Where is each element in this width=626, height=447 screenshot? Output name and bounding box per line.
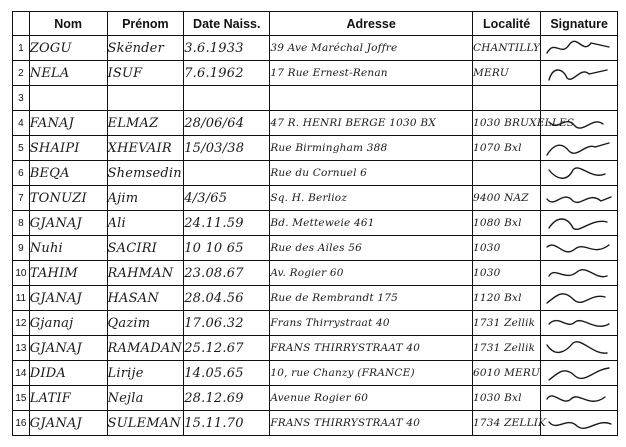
cell-localite: 1734 ZELLIK [473,411,541,436]
cell-localite: 9400 NAZ [473,186,541,211]
handwritten-signature [543,387,615,409]
cell-localite: 1030 [473,261,541,286]
cell-date: 28/06/64 [184,111,270,136]
handwritten-signature [543,137,615,159]
handwritten-signature [543,112,615,134]
cell-prenom: XHEVAIR [107,136,184,161]
cell-nom: Nuhi [29,236,107,261]
cell-signature [541,361,618,386]
cell-date: 14.05.65 [184,361,270,386]
cell-date: 28.04.56 [184,286,270,311]
cell-adresse: Rue Birmingham 388 [270,136,473,161]
cell-prenom: SACIRI [107,236,184,261]
table-row [13,36,618,61]
handwritten-signature [543,212,615,234]
cell-nom: TAHIM [29,261,107,286]
cell-signature [541,186,618,211]
cell-signature [541,111,618,136]
row-number: 9 [13,236,30,261]
table-row [13,336,618,361]
table-row [13,161,618,186]
table-row [13,186,618,211]
row-number: 4 [13,111,30,136]
cell-nom: NELA [29,61,107,86]
cell-adresse: Sq. H. Berlioz [270,186,473,211]
cell-prenom: HASAN [107,286,184,311]
cell-prenom: Skënder [107,36,184,61]
cell-signature [541,286,618,311]
cell-signature [541,86,618,111]
cell-date: 15/03/38 [184,136,270,161]
table-row [13,211,618,236]
handwritten-signature [543,37,615,59]
cell-localite: 1030 Bxl [473,386,541,411]
row-number: 6 [13,161,30,186]
cell-date: 3.6.1933 [184,36,270,61]
cell-signature [541,261,618,286]
cell-nom: TONUZI [29,186,107,211]
table-row [13,111,618,136]
cell-localite: 1080 Bxl [473,211,541,236]
table-row [13,411,618,436]
cell-nom: LATIF [29,386,107,411]
cell-localite: 6010 MERU [473,361,541,386]
cell-adresse: 17 Rue Ernest-Renan [270,61,473,86]
cell-adresse: Frans Thirrystraat 40 [270,311,473,336]
row-number: 2 [13,61,30,86]
handwritten-signature [543,187,615,209]
cell-nom: GJANAJ [29,211,107,236]
handwritten-signature [543,162,615,184]
cell-date: 24.11.59 [184,211,270,236]
cell-adresse: 10, rue Chanzy (FRANCE) [270,361,473,386]
cell-nom: GJANAJ [29,336,107,361]
cell-nom: SHAIPI [29,136,107,161]
handwritten-signature [543,237,615,259]
cell-signature [541,311,618,336]
cell-prenom: RAHMAN [107,261,184,286]
cell-prenom: Ali [107,211,184,236]
cell-adresse: Rue de Rembrandt 175 [270,286,473,311]
cell-adresse: Rue des Ailes 56 [270,236,473,261]
cell-adresse: FRANS THIRRYSTRAAT 40 [270,411,473,436]
cell-signature [541,61,618,86]
cell-date: 10 10 65 [184,236,270,261]
cell-prenom: RAMADAN [107,336,184,361]
cell-signature [541,336,618,361]
column-header-number [13,12,30,36]
row-number: 1 [13,36,30,61]
cell-signature [541,211,618,236]
cell-nom: ZOGU [29,36,107,61]
cell-localite [473,161,541,186]
table-row [13,286,618,311]
cell-prenom: Nejla [107,386,184,411]
row-number: 8 [13,211,30,236]
row-number: 16 [13,411,30,436]
cell-date: 7.6.1962 [184,61,270,86]
cell-adresse: 47 R. HENRI BERGE 1030 BX [270,111,473,136]
cell-nom [29,86,107,111]
table-row [13,236,618,261]
cell-signature [541,386,618,411]
cell-date [184,161,270,186]
cell-signature [541,36,618,61]
row-number: 10 [13,261,30,286]
row-number: 13 [13,336,30,361]
cell-adresse: Rue du Cornuel 6 [270,161,473,186]
cell-prenom: ISUF [107,61,184,86]
column-header-adresse: Adresse [270,12,473,36]
row-number: 5 [13,136,30,161]
row-number: 3 [13,86,30,111]
cell-signature [541,236,618,261]
column-header-prenom: Prénom [107,12,184,36]
cell-date [184,86,270,111]
cell-prenom: SULEMAN [107,411,184,436]
cell-adresse: Bd. Metteweie 461 [270,211,473,236]
cell-date: 23.08.67 [184,261,270,286]
column-header-nom: Nom [29,12,107,36]
cell-signature [541,411,618,436]
cell-nom: DIDA [29,361,107,386]
cell-localite: MERU [473,61,541,86]
cell-prenom: Lirije [107,361,184,386]
cell-date: 4/3/65 [184,186,270,211]
handwritten-signature [543,362,615,384]
cell-prenom [107,86,184,111]
cell-adresse: 39 Ave Maréchal Joffre [270,36,473,61]
table-row [13,311,618,336]
handwritten-signature [543,262,615,284]
handwritten-signature [543,412,615,434]
row-number: 14 [13,361,30,386]
cell-localite: 1120 Bxl [473,286,541,311]
row-number: 11 [13,286,30,311]
handwritten-signature [543,287,615,309]
header-row [13,12,618,36]
cell-prenom: Ajim [107,186,184,211]
cell-adresse: Avenue Rogier 60 [270,386,473,411]
cell-localite: 1030 [473,236,541,261]
cell-localite: CHANTILLY [473,36,541,61]
signature-sheet-table [12,11,618,436]
cell-nom: BEQA [29,161,107,186]
cell-nom: FANAJ [29,111,107,136]
cell-localite: 1070 Bxl [473,136,541,161]
cell-date: 15.11.70 [184,411,270,436]
cell-nom: GJANAJ [29,286,107,311]
cell-localite [473,86,541,111]
table-row [13,361,618,386]
handwritten-signature [543,337,615,359]
column-header-localite: Localité [473,12,541,36]
table-row [13,86,618,111]
cell-signature [541,161,618,186]
handwritten-signature [543,62,615,84]
cell-prenom: Shemsedin [107,161,184,186]
table-row [13,61,618,86]
cell-prenom: Qazim [107,311,184,336]
table-row [13,261,618,286]
cell-date: 25.12.67 [184,336,270,361]
cell-localite: 1731 Zellik [473,311,541,336]
cell-adresse: FRANS THIRRYSTRAAT 40 [270,336,473,361]
cell-nom: Gjanaj [29,311,107,336]
handwritten-signature [543,312,615,334]
cell-nom: GJANAJ [29,411,107,436]
cell-adresse [270,86,473,111]
table-row [13,136,618,161]
column-header-signature: Signature [541,12,618,36]
cell-prenom: ELMAZ [107,111,184,136]
row-number: 7 [13,186,30,211]
cell-date: 28.12.69 [184,386,270,411]
column-header-date: Date Naiss. [184,12,270,36]
row-number: 12 [13,311,30,336]
table-row [13,386,618,411]
cell-signature [541,136,618,161]
cell-localite: 1731 Zellik [473,336,541,361]
cell-date: 17.06.32 [184,311,270,336]
cell-localite: 1030 BRUXELLES [473,111,541,136]
cell-adresse: Av. Rogier 60 [270,261,473,286]
row-number: 15 [13,386,30,411]
